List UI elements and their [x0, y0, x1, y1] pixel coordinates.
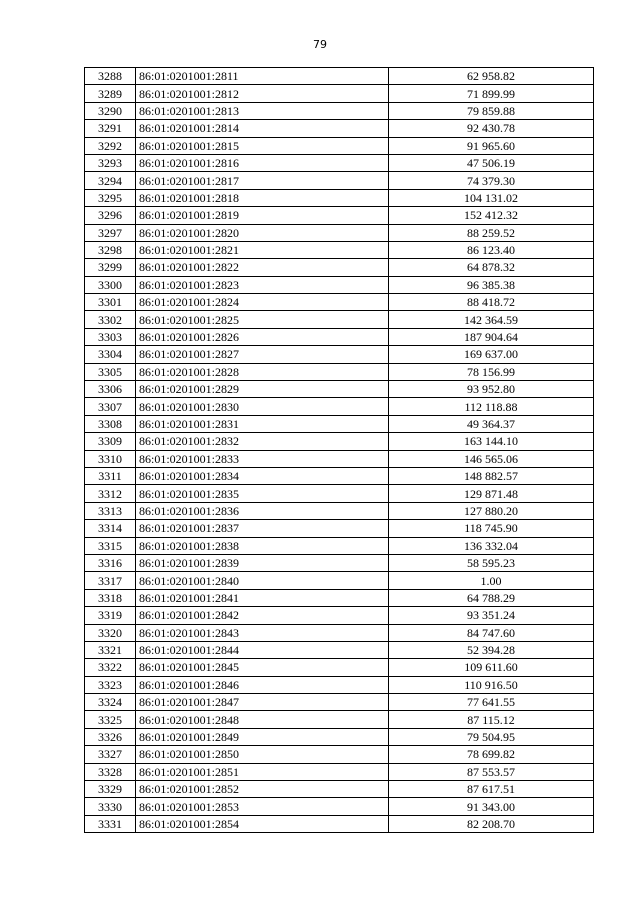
value-cell: 142 364.59: [389, 311, 594, 328]
table-row: [85, 815, 594, 832]
cadastral-number-cell: 86:01:0201001:2844: [136, 641, 389, 658]
cadastral-number-cell: 86:01:0201001:2848: [136, 711, 389, 728]
value-cell: 52 394.28: [389, 641, 594, 658]
row-number-cell: 3297: [85, 224, 136, 241]
row-number-cell: 3321: [85, 641, 136, 658]
cadastral-number-cell: 86:01:0201001:2819: [136, 207, 389, 224]
value-cell: 129 871.48: [389, 485, 594, 502]
cadastral-number-cell: 86:01:0201001:2815: [136, 137, 389, 154]
row-number-cell: 3318: [85, 589, 136, 606]
row-number-cell: 3315: [85, 537, 136, 554]
value-cell: 87 553.57: [389, 763, 594, 780]
cadastral-number-cell: 86:01:0201001:2835: [136, 485, 389, 502]
row-number-cell: 3308: [85, 415, 136, 432]
cadastral-number-cell: 86:01:0201001:2812: [136, 85, 389, 102]
row-number-cell: 3303: [85, 328, 136, 345]
table-row: [85, 398, 594, 415]
value-cell: 77 641.55: [389, 694, 594, 711]
table-row: [85, 763, 594, 780]
row-number-cell: 3291: [85, 120, 136, 137]
row-number-cell: 3300: [85, 276, 136, 293]
table-row: [85, 276, 594, 293]
cadastral-number-cell: 86:01:0201001:2846: [136, 676, 389, 693]
row-number-cell: 3310: [85, 450, 136, 467]
table-row: [85, 68, 594, 85]
value-cell: 146 565.06: [389, 450, 594, 467]
row-number-cell: 3326: [85, 728, 136, 745]
value-cell: 78 699.82: [389, 746, 594, 763]
cadastral-number-cell: 86:01:0201001:2853: [136, 798, 389, 815]
row-number-cell: 3296: [85, 207, 136, 224]
cadastral-number-cell: 86:01:0201001:2823: [136, 276, 389, 293]
cadastral-number-cell: 86:01:0201001:2832: [136, 433, 389, 450]
value-cell: 118 745.90: [389, 520, 594, 537]
cadastral-number-cell: 86:01:0201001:2841: [136, 589, 389, 606]
value-cell: 74 379.30: [389, 172, 594, 189]
cadastral-number-cell: 86:01:0201001:2834: [136, 467, 389, 484]
value-cell: 96 385.38: [389, 276, 594, 293]
row-number-cell: 3298: [85, 241, 136, 258]
cadastral-number-cell: 86:01:0201001:2852: [136, 781, 389, 798]
row-number-cell: 3316: [85, 554, 136, 571]
cadastral-number-cell: 86:01:0201001:2817: [136, 172, 389, 189]
value-cell: 91 343.00: [389, 798, 594, 815]
cadastral-number-cell: 86:01:0201001:2813: [136, 102, 389, 119]
table-row: [85, 798, 594, 815]
table-row: [85, 137, 594, 154]
table-row: [85, 363, 594, 380]
row-number-cell: 3305: [85, 363, 136, 380]
table-row: [85, 659, 594, 676]
value-cell: 47 506.19: [389, 154, 594, 171]
cadastral-number-cell: 86:01:0201001:2837: [136, 520, 389, 537]
cadastral-number-cell: 86:01:0201001:2824: [136, 294, 389, 311]
value-cell: 93 351.24: [389, 607, 594, 624]
value-cell: 64 878.32: [389, 259, 594, 276]
row-number-cell: 3319: [85, 607, 136, 624]
row-number-cell: 3289: [85, 85, 136, 102]
table-row: [85, 589, 594, 606]
row-number-cell: 3314: [85, 520, 136, 537]
cadastral-number-cell: 86:01:0201001:2822: [136, 259, 389, 276]
cadastral-number-cell: 86:01:0201001:2827: [136, 346, 389, 363]
value-cell: 148 882.57: [389, 467, 594, 484]
table-row: [85, 381, 594, 398]
cadastral-number-cell: 86:01:0201001:2847: [136, 694, 389, 711]
table-row: [85, 346, 594, 363]
row-number-cell: 3323: [85, 676, 136, 693]
value-cell: 93 952.80: [389, 381, 594, 398]
value-cell: 91 965.60: [389, 137, 594, 154]
value-cell: 136 332.04: [389, 537, 594, 554]
table-row: [85, 502, 594, 519]
cadastral-number-cell: 86:01:0201001:2814: [136, 120, 389, 137]
row-number-cell: 3328: [85, 763, 136, 780]
row-number-cell: 3293: [85, 154, 136, 171]
table-row: [85, 450, 594, 467]
table-row: [85, 485, 594, 502]
row-number-cell: 3312: [85, 485, 136, 502]
value-cell: 87 617.51: [389, 781, 594, 798]
value-cell: 78 156.99: [389, 363, 594, 380]
cadastral-number-cell: 86:01:0201001:2839: [136, 554, 389, 571]
page-number: 79: [313, 38, 327, 51]
value-cell: 88 418.72: [389, 294, 594, 311]
cadastral-value-table: [84, 67, 594, 833]
cadastral-number-cell: 86:01:0201001:2811: [136, 68, 389, 85]
row-number-cell: 3327: [85, 746, 136, 763]
table-row: [85, 311, 594, 328]
row-number-cell: 3324: [85, 694, 136, 711]
cadastral-number-cell: 86:01:0201001:2818: [136, 189, 389, 206]
cadastral-number-cell: 86:01:0201001:2851: [136, 763, 389, 780]
value-cell: 64 788.29: [389, 589, 594, 606]
value-cell: 79 504.95: [389, 728, 594, 745]
row-number-cell: 3330: [85, 798, 136, 815]
table-row: [85, 241, 594, 258]
cadastral-number-cell: 86:01:0201001:2830: [136, 398, 389, 415]
row-number-cell: 3309: [85, 433, 136, 450]
cadastral-number-cell: 86:01:0201001:2843: [136, 624, 389, 641]
row-number-cell: 3311: [85, 467, 136, 484]
table-row: [85, 207, 594, 224]
table-row: [85, 433, 594, 450]
table-row: [85, 537, 594, 554]
value-cell: 79 859.88: [389, 102, 594, 119]
row-number-cell: 3299: [85, 259, 136, 276]
row-number-cell: 3320: [85, 624, 136, 641]
value-cell: 92 430.78: [389, 120, 594, 137]
table-row: [85, 711, 594, 728]
value-cell: 127 880.20: [389, 502, 594, 519]
cadastral-number-cell: 86:01:0201001:2833: [136, 450, 389, 467]
value-cell: 152 412.32: [389, 207, 594, 224]
cadastral-number-cell: 86:01:0201001:2825: [136, 311, 389, 328]
value-cell: 88 259.52: [389, 224, 594, 241]
row-number-cell: 3306: [85, 381, 136, 398]
table-row: [85, 624, 594, 641]
value-cell: 110 916.50: [389, 676, 594, 693]
table-row: [85, 520, 594, 537]
value-cell: 163 144.10: [389, 433, 594, 450]
cadastral-number-cell: 86:01:0201001:2854: [136, 815, 389, 832]
value-cell: 109 611.60: [389, 659, 594, 676]
row-number-cell: 3304: [85, 346, 136, 363]
table-row: [85, 641, 594, 658]
cadastral-number-cell: 86:01:0201001:2836: [136, 502, 389, 519]
cadastral-number-cell: 86:01:0201001:2816: [136, 154, 389, 171]
row-number-cell: 3302: [85, 311, 136, 328]
row-number-cell: 3301: [85, 294, 136, 311]
table-row: [85, 572, 594, 589]
table-body: [85, 68, 594, 833]
value-cell: 86 123.40: [389, 241, 594, 258]
table-row: [85, 415, 594, 432]
cadastral-number-cell: 86:01:0201001:2820: [136, 224, 389, 241]
value-cell: 187 904.64: [389, 328, 594, 345]
row-number-cell: 3317: [85, 572, 136, 589]
row-number-cell: 3313: [85, 502, 136, 519]
row-number-cell: 3288: [85, 68, 136, 85]
table-row: [85, 154, 594, 171]
row-number-cell: 3329: [85, 781, 136, 798]
table-row: [85, 676, 594, 693]
table-row: [85, 746, 594, 763]
table-row: [85, 328, 594, 345]
cadastral-number-cell: 86:01:0201001:2849: [136, 728, 389, 745]
table-row: [85, 259, 594, 276]
value-cell: 87 115.12: [389, 711, 594, 728]
row-number-cell: 3325: [85, 711, 136, 728]
value-cell: 49 364.37: [389, 415, 594, 432]
table-row: [85, 781, 594, 798]
table-row: [85, 607, 594, 624]
table-row: [85, 120, 594, 137]
cadastral-number-cell: 86:01:0201001:2831: [136, 415, 389, 432]
cadastral-number-cell: 86:01:0201001:2829: [136, 381, 389, 398]
row-number-cell: 3295: [85, 189, 136, 206]
row-number-cell: 3331: [85, 815, 136, 832]
row-number-cell: 3307: [85, 398, 136, 415]
row-number-cell: 3290: [85, 102, 136, 119]
row-number-cell: 3322: [85, 659, 136, 676]
table-row: [85, 172, 594, 189]
row-number-cell: 3294: [85, 172, 136, 189]
cadastral-number-cell: 86:01:0201001:2821: [136, 241, 389, 258]
cadastral-number-cell: 86:01:0201001:2838: [136, 537, 389, 554]
cadastral-number-cell: 86:01:0201001:2828: [136, 363, 389, 380]
cadastral-number-cell: 86:01:0201001:2826: [136, 328, 389, 345]
cadastral-number-cell: 86:01:0201001:2842: [136, 607, 389, 624]
value-cell: 58 595.23: [389, 554, 594, 571]
row-number-cell: 3292: [85, 137, 136, 154]
table-row: [85, 85, 594, 102]
table-row: [85, 294, 594, 311]
table-row: [85, 224, 594, 241]
table-row: [85, 102, 594, 119]
value-cell: 104 131.02: [389, 189, 594, 206]
table-row: [85, 694, 594, 711]
table-row: [85, 554, 594, 571]
value-cell: 82 208.70: [389, 815, 594, 832]
value-cell: 1.00: [389, 572, 594, 589]
table-row: [85, 728, 594, 745]
value-cell: 84 747.60: [389, 624, 594, 641]
value-cell: 112 118.88: [389, 398, 594, 415]
table-row: [85, 189, 594, 206]
cadastral-number-cell: 86:01:0201001:2845: [136, 659, 389, 676]
cadastral-number-cell: 86:01:0201001:2850: [136, 746, 389, 763]
value-cell: 62 958.82: [389, 68, 594, 85]
table-row: [85, 467, 594, 484]
value-cell: 71 899.99: [389, 85, 594, 102]
value-cell: 169 637.00: [389, 346, 594, 363]
cadastral-number-cell: 86:01:0201001:2840: [136, 572, 389, 589]
